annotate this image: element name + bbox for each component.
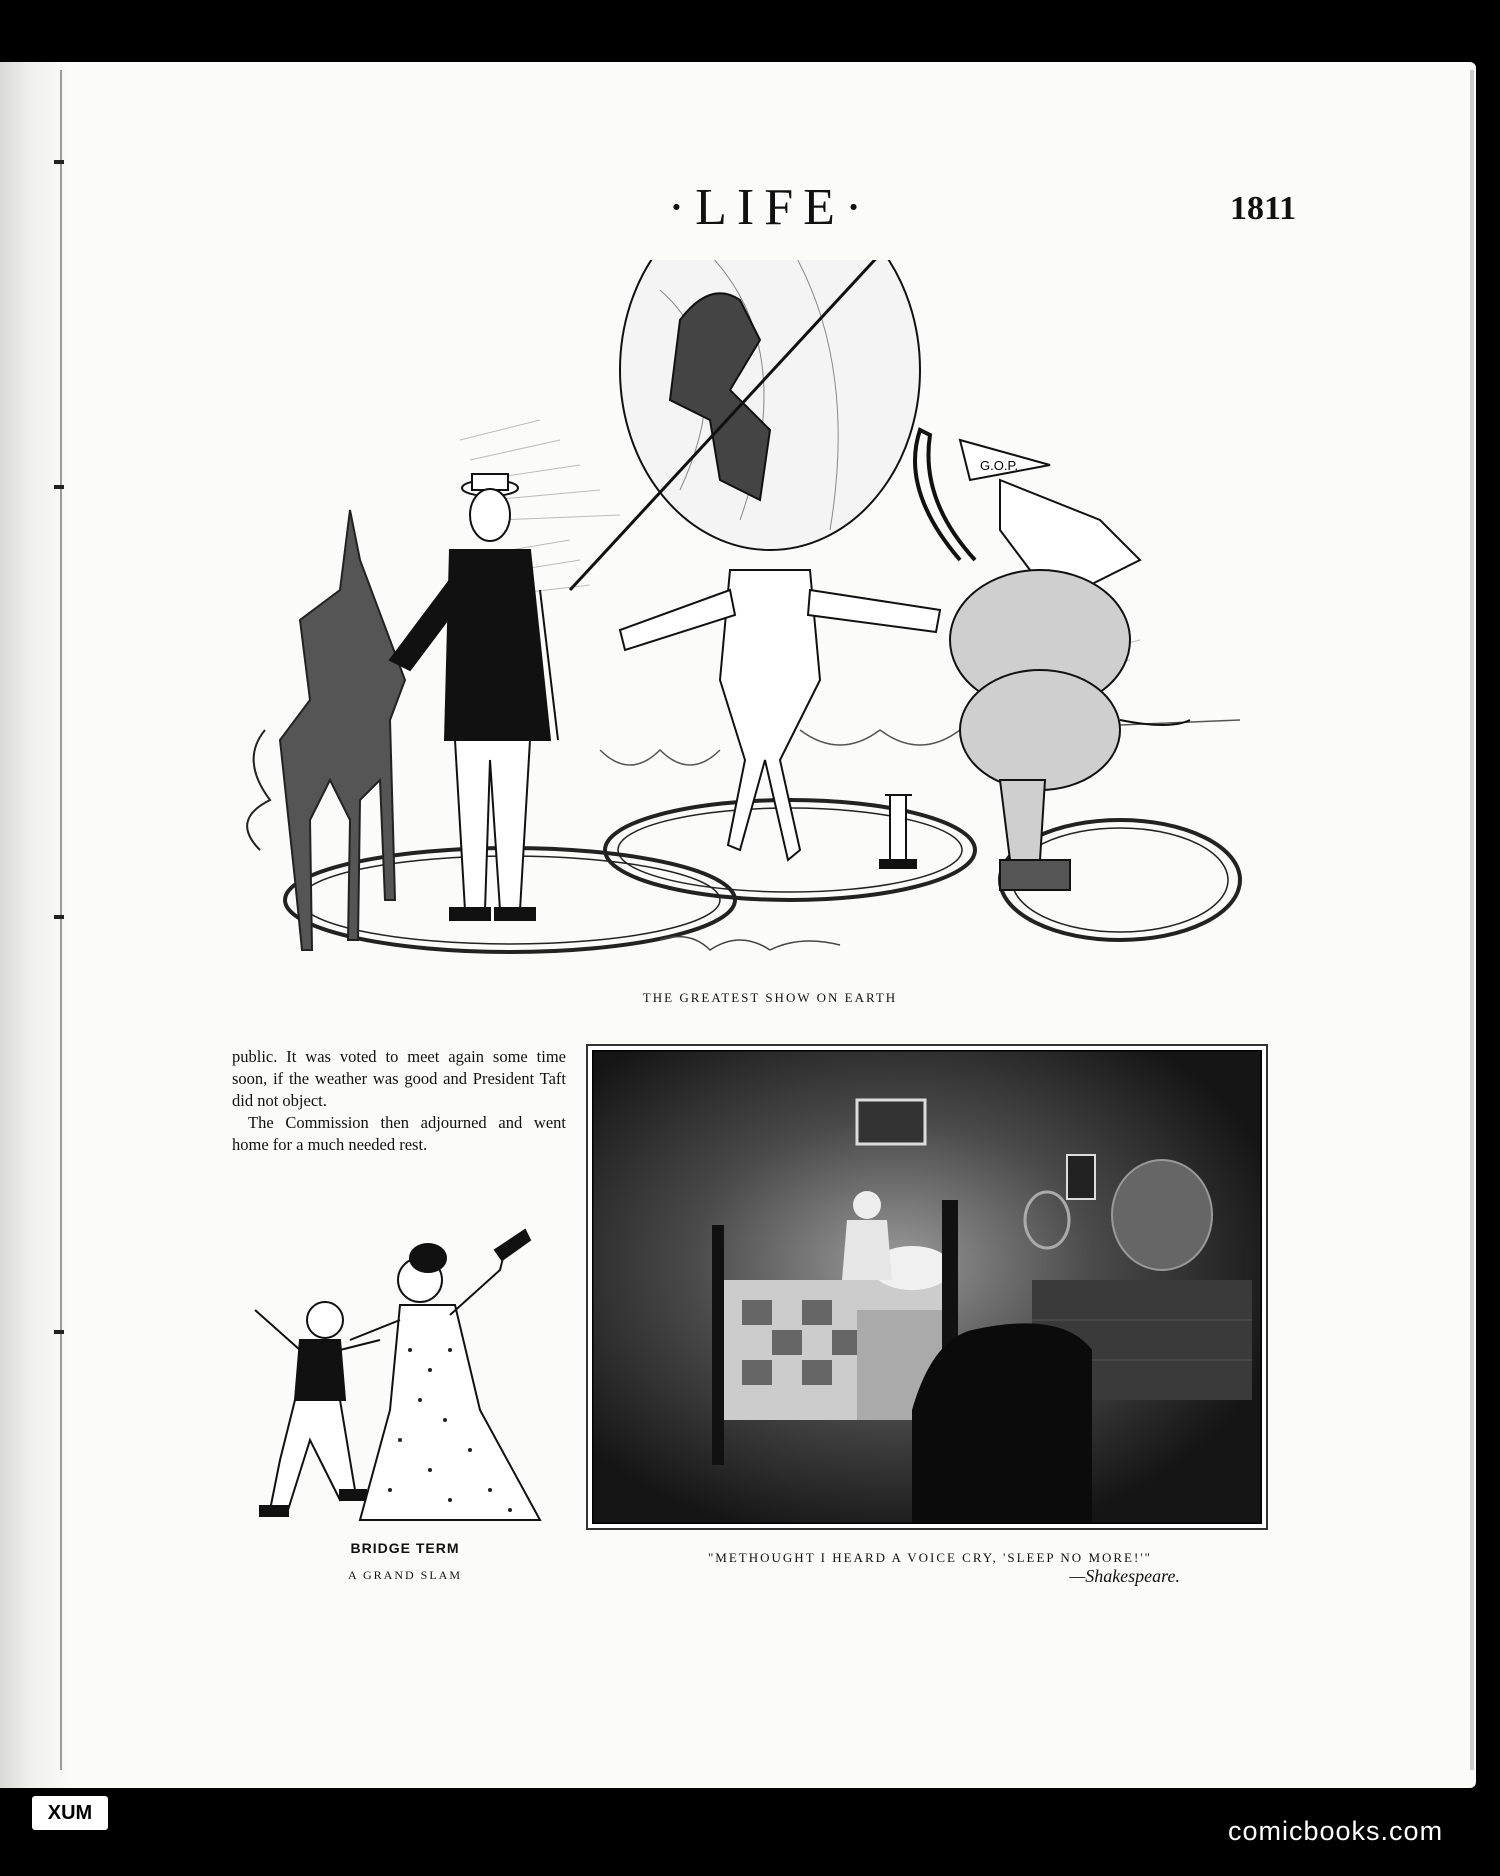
gop-flag-text: G.O.P. bbox=[980, 458, 1019, 473]
article-paragraph: The Commission then adjourned and went home for a much needed rest. bbox=[232, 1113, 566, 1154]
binding-line bbox=[60, 70, 62, 1770]
wall-picture bbox=[857, 1100, 925, 1144]
binding-mark bbox=[54, 1330, 64, 1334]
armchair bbox=[912, 1323, 1092, 1524]
gop-flag bbox=[960, 440, 1050, 480]
circus-cartoon bbox=[240, 260, 1280, 1000]
article-text bbox=[232, 1046, 566, 1156]
bridge-subtitle: A GRAND SLAM bbox=[347, 1568, 462, 1582]
masthead: ·LIFE· bbox=[667, 179, 873, 236]
site-watermark: comicbooks.com bbox=[1228, 1816, 1444, 1846]
donkey-figure bbox=[247, 510, 405, 950]
bridge-cartoon bbox=[240, 1210, 570, 1540]
bridge-title: BRIDGE TERM bbox=[350, 1540, 460, 1556]
binding-mark bbox=[54, 485, 64, 489]
artist-signature bbox=[660, 937, 840, 950]
binding-mark bbox=[54, 160, 64, 164]
circus-caption: THE GREATEST SHOW ON EARTH bbox=[642, 990, 898, 1005]
globe-figure bbox=[570, 260, 930, 590]
page-edge bbox=[1470, 70, 1474, 1770]
article-paragraph: public. It was voted to meet again some time soon, if the weather was good and President Taft did not object. bbox=[232, 1047, 566, 1110]
bedroom-scene bbox=[592, 1050, 1262, 1524]
bedroom-attribution: —Shakespeare. bbox=[1069, 1566, 1180, 1586]
wall-picture bbox=[1067, 1155, 1095, 1199]
bedroom-quote: "METHOUGHT I HEARD A VOICE CRY, 'SLEEP NO MORE!'" bbox=[708, 1550, 1152, 1565]
page-number: 1811 bbox=[1230, 190, 1297, 227]
binding-mark bbox=[54, 915, 64, 919]
xum-watermark: XUM bbox=[32, 1796, 108, 1830]
bedroom-illustration bbox=[586, 1044, 1268, 1530]
